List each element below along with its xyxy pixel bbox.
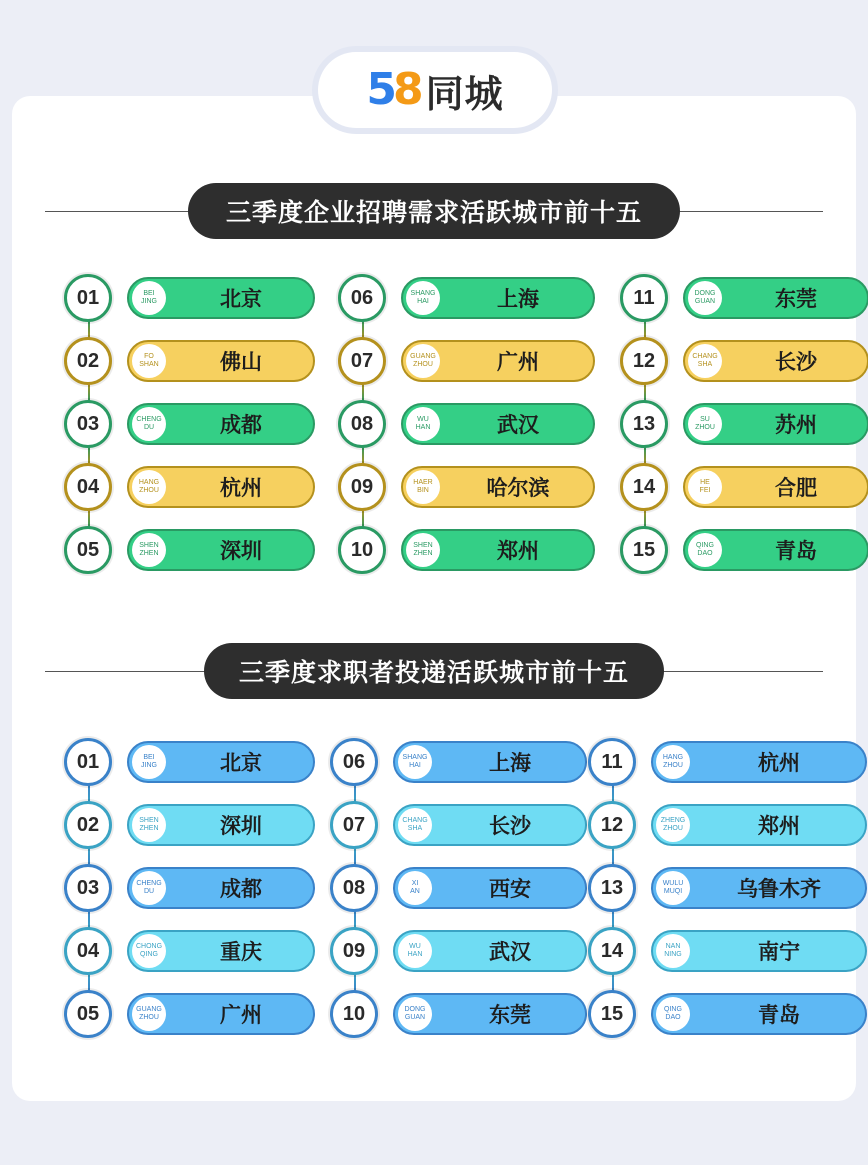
pinyin-text: FO bbox=[144, 353, 154, 360]
ranking-item bbox=[330, 990, 530, 1038]
rank-number: 12 bbox=[632, 349, 656, 372]
pinyin-badge bbox=[132, 871, 166, 905]
pinyin-text: XI bbox=[411, 880, 419, 887]
rank-badge bbox=[620, 526, 668, 574]
pinyin-text: JING bbox=[141, 298, 157, 305]
city-name: 郑州 bbox=[497, 539, 539, 563]
ranking-item bbox=[64, 864, 264, 912]
city-pill bbox=[683, 529, 868, 571]
ranking-item bbox=[588, 990, 800, 1038]
rank-badge bbox=[338, 274, 386, 322]
pinyin-text: HANG bbox=[662, 754, 684, 761]
pinyin-badge bbox=[688, 344, 722, 378]
city-pill bbox=[127, 993, 315, 1035]
rank-badge bbox=[620, 463, 668, 511]
rank-number: 07 bbox=[350, 349, 374, 372]
pinyin-text: QING bbox=[696, 542, 714, 549]
pinyin-text: CHANG bbox=[402, 817, 428, 824]
ranking-item bbox=[338, 463, 550, 511]
rank-number: 10 bbox=[342, 1002, 366, 1025]
city-name: 合肥 bbox=[775, 476, 817, 500]
pinyin-text: SHANG bbox=[402, 754, 428, 761]
pinyin-badge bbox=[656, 808, 690, 842]
rank-number: 11 bbox=[633, 286, 655, 309]
rank-number: 15 bbox=[600, 1002, 624, 1025]
city-name: 乌鲁木齐 bbox=[737, 877, 821, 901]
pinyin-text: ZHOU bbox=[413, 361, 433, 368]
pinyin-text: WULU bbox=[662, 880, 684, 887]
city-name: 长沙 bbox=[775, 350, 817, 374]
city-pill bbox=[127, 403, 315, 445]
ranking-item bbox=[330, 738, 530, 786]
rank-number: 04 bbox=[76, 939, 100, 962]
ranking-item bbox=[588, 801, 800, 849]
pinyin-text: ZHENG bbox=[660, 817, 686, 824]
rank-badge bbox=[338, 337, 386, 385]
rank-number: 02 bbox=[76, 349, 100, 372]
pinyin-text: DAO bbox=[665, 1014, 681, 1021]
city-name: 青岛 bbox=[758, 1003, 800, 1027]
rank-badge bbox=[64, 526, 112, 574]
rank-number: 01 bbox=[76, 750, 100, 773]
pinyin-text: ZHOU bbox=[663, 762, 683, 769]
rank-number: 06 bbox=[342, 750, 366, 773]
rank-badge bbox=[64, 400, 112, 448]
city-name: 广州 bbox=[497, 350, 539, 374]
pinyin-badge bbox=[398, 934, 432, 968]
rank-number: 07 bbox=[342, 813, 366, 836]
pinyin-badge bbox=[688, 281, 722, 315]
pinyin-text: QING bbox=[664, 1006, 682, 1013]
city-pill bbox=[393, 867, 587, 909]
ranking-item bbox=[64, 337, 264, 385]
pinyin-text: BEI bbox=[143, 754, 155, 761]
city-name: 西安 bbox=[489, 877, 531, 901]
pinyin-text: DONG bbox=[404, 1006, 426, 1013]
pinyin-badge bbox=[132, 470, 166, 504]
rank-number: 01 bbox=[76, 286, 100, 309]
city-name: 长沙 bbox=[489, 814, 531, 838]
rank-badge bbox=[64, 463, 112, 511]
pinyin-text: ZHEN bbox=[139, 550, 159, 557]
pinyin-text: HAI bbox=[409, 762, 421, 769]
pinyin-badge bbox=[656, 997, 690, 1031]
pinyin-text: CHANG bbox=[692, 353, 718, 360]
pinyin-text: BEI bbox=[143, 290, 155, 297]
rank-badge bbox=[64, 738, 112, 786]
pinyin-badge bbox=[406, 281, 440, 315]
rank-badge bbox=[64, 274, 112, 322]
rank-number: 14 bbox=[632, 475, 656, 498]
pinyin-text: BIN bbox=[417, 487, 429, 494]
rank-badge bbox=[330, 801, 378, 849]
rank-number: 09 bbox=[350, 475, 374, 498]
ranking-item bbox=[588, 738, 800, 786]
pinyin-text: ZHOU bbox=[695, 424, 715, 431]
pinyin-text: SHEN bbox=[139, 817, 159, 824]
rank-badge bbox=[620, 400, 668, 448]
city-pill bbox=[127, 277, 315, 319]
city-name: 北京 bbox=[220, 287, 262, 311]
pinyin-text: SHAN bbox=[139, 361, 159, 368]
pinyin-text: SHA bbox=[407, 825, 423, 832]
pinyin-text: FEI bbox=[699, 487, 711, 494]
pinyin-text: WU bbox=[417, 416, 429, 423]
pinyin-text: CHONG bbox=[135, 943, 163, 950]
city-pill bbox=[683, 466, 868, 508]
city-pill bbox=[127, 466, 315, 508]
pinyin-text: QING bbox=[140, 951, 158, 958]
ranking-item bbox=[620, 526, 820, 574]
rank-badge bbox=[588, 927, 636, 975]
city-pill bbox=[401, 466, 595, 508]
logo-mark: 58 bbox=[366, 64, 420, 115]
ranking-item bbox=[338, 400, 538, 448]
city-name: 杭州 bbox=[220, 476, 262, 500]
brand-logo bbox=[318, 52, 552, 128]
city-name: 广州 bbox=[220, 1003, 262, 1027]
rank-badge bbox=[588, 864, 636, 912]
pinyin-badge bbox=[132, 344, 166, 378]
rank-badge bbox=[330, 738, 378, 786]
city-name: 成都 bbox=[220, 413, 262, 437]
city-name: 佛山 bbox=[220, 350, 262, 374]
pinyin-text: DONG bbox=[694, 290, 716, 297]
city-pill bbox=[393, 993, 587, 1035]
pinyin-text: GUANG bbox=[410, 353, 436, 360]
rank-badge bbox=[330, 927, 378, 975]
ranking-item bbox=[338, 337, 538, 385]
city-name: 深圳 bbox=[220, 539, 262, 563]
city-pill bbox=[683, 340, 868, 382]
city-name: 武汉 bbox=[497, 413, 539, 437]
rank-number: 06 bbox=[350, 286, 374, 309]
city-name: 杭州 bbox=[758, 751, 800, 775]
rank-badge bbox=[620, 337, 668, 385]
pinyin-text: DU bbox=[143, 888, 155, 895]
pinyin-text: HAN bbox=[415, 424, 431, 431]
rank-number: 05 bbox=[76, 538, 100, 561]
pinyin-text: ZHEN bbox=[139, 825, 159, 832]
pinyin-text: ZHOU bbox=[139, 487, 159, 494]
city-pill bbox=[127, 930, 315, 972]
pinyin-badge bbox=[656, 934, 690, 968]
pinyin-text: SU bbox=[700, 416, 710, 423]
pinyin-badge bbox=[398, 997, 432, 1031]
city-pill bbox=[651, 741, 867, 783]
pinyin-badge bbox=[398, 808, 432, 842]
pinyin-text: JING bbox=[141, 762, 157, 769]
city-pill bbox=[127, 804, 315, 846]
pinyin-badge bbox=[132, 808, 166, 842]
pinyin-text: GUANG bbox=[136, 1006, 162, 1013]
ranking-item bbox=[620, 400, 820, 448]
city-pill bbox=[393, 741, 587, 783]
ranking-item bbox=[588, 927, 800, 975]
ranking-item bbox=[620, 337, 820, 385]
pinyin-badge bbox=[398, 871, 432, 905]
pinyin-text: ZHEN bbox=[413, 550, 433, 557]
pinyin-text: MUQI bbox=[663, 888, 683, 895]
ranking-item bbox=[64, 801, 264, 849]
rank-badge bbox=[338, 400, 386, 448]
rank-number: 13 bbox=[600, 876, 624, 899]
pinyin-badge bbox=[132, 997, 166, 1031]
city-name: 上海 bbox=[497, 287, 539, 311]
rank-number: 03 bbox=[76, 876, 100, 899]
ranking-item bbox=[64, 463, 264, 511]
pinyin-text: SHA bbox=[697, 361, 713, 368]
pinyin-text: HAI bbox=[417, 298, 429, 305]
city-pill bbox=[127, 529, 315, 571]
pinyin-text: HE bbox=[700, 479, 710, 486]
rank-number: 12 bbox=[600, 813, 624, 836]
ranking-item bbox=[338, 274, 538, 322]
pinyin-badge bbox=[398, 745, 432, 779]
ranking-item bbox=[330, 927, 530, 975]
rank-badge bbox=[330, 864, 378, 912]
city-pill bbox=[683, 403, 868, 445]
rank-badge bbox=[64, 990, 112, 1038]
pinyin-text: WU bbox=[409, 943, 421, 950]
city-name: 东莞 bbox=[775, 287, 817, 311]
pinyin-badge bbox=[132, 407, 166, 441]
rank-number: 05 bbox=[76, 1002, 100, 1025]
ranking-item bbox=[338, 526, 538, 574]
rank-badge bbox=[588, 990, 636, 1038]
rank-number: 14 bbox=[600, 939, 624, 962]
rank-number: 08 bbox=[342, 876, 366, 899]
section-header-applicants bbox=[45, 643, 823, 699]
city-name: 深圳 bbox=[220, 814, 262, 838]
ranking-item bbox=[330, 801, 530, 849]
rank-number: 11 bbox=[601, 750, 623, 773]
ranking-item bbox=[64, 990, 264, 1038]
section-title: 三季度求职者投递活跃城市前十五 bbox=[204, 643, 664, 699]
city-name: 成都 bbox=[220, 877, 262, 901]
pinyin-text: GUAN bbox=[404, 1014, 426, 1021]
pinyin-badge bbox=[406, 344, 440, 378]
rank-badge bbox=[338, 526, 386, 574]
pinyin-text: DAO bbox=[697, 550, 713, 557]
pinyin-text: NAN bbox=[665, 943, 681, 950]
logo-name: 同城 bbox=[425, 71, 504, 116]
pinyin-text: SHEN bbox=[413, 542, 433, 549]
rank-badge bbox=[588, 801, 636, 849]
city-pill bbox=[393, 804, 587, 846]
rank-badge bbox=[64, 337, 112, 385]
section-title: 三季度企业招聘需求活跃城市前十五 bbox=[188, 183, 680, 239]
pinyin-badge bbox=[688, 407, 722, 441]
rank-number: 03 bbox=[76, 412, 100, 435]
city-name: 郑州 bbox=[758, 814, 800, 838]
ranking-item bbox=[64, 526, 264, 574]
city-pill bbox=[401, 277, 595, 319]
pinyin-badge bbox=[132, 745, 166, 779]
rank-number: 15 bbox=[632, 538, 656, 561]
pinyin-text: DU bbox=[143, 424, 155, 431]
rank-number: 13 bbox=[632, 412, 656, 435]
pinyin-badge bbox=[656, 871, 690, 905]
pinyin-text: HAER bbox=[413, 479, 433, 486]
city-pill bbox=[401, 340, 595, 382]
city-pill bbox=[401, 529, 595, 571]
rank-number: 10 bbox=[350, 538, 374, 561]
rank-badge bbox=[620, 274, 668, 322]
city-name: 重庆 bbox=[220, 940, 262, 964]
ranking-item bbox=[64, 400, 264, 448]
city-name: 南宁 bbox=[758, 940, 800, 964]
city-name: 哈尔滨 bbox=[486, 476, 550, 500]
section-header-recruitment bbox=[45, 183, 823, 239]
city-name: 上海 bbox=[489, 751, 531, 775]
pinyin-badge bbox=[132, 281, 166, 315]
city-pill bbox=[393, 930, 587, 972]
ranking-item bbox=[588, 864, 821, 912]
pinyin-text: CHENG bbox=[136, 880, 162, 887]
pinyin-text: GUAN bbox=[694, 298, 716, 305]
pinyin-badge bbox=[132, 934, 166, 968]
rank-badge bbox=[64, 927, 112, 975]
rank-number: 09 bbox=[342, 939, 366, 962]
pinyin-badge bbox=[406, 470, 440, 504]
city-pill bbox=[651, 993, 867, 1035]
rank-number: 04 bbox=[76, 475, 100, 498]
rank-badge bbox=[64, 801, 112, 849]
rank-badge bbox=[338, 463, 386, 511]
rank-number: 02 bbox=[76, 813, 100, 836]
city-name: 北京 bbox=[220, 751, 262, 775]
pinyin-badge bbox=[688, 533, 722, 567]
city-name: 东莞 bbox=[489, 1003, 531, 1027]
pinyin-text: HAN bbox=[407, 951, 423, 958]
rank-number: 08 bbox=[350, 412, 374, 435]
rank-badge bbox=[64, 864, 112, 912]
city-pill bbox=[651, 930, 867, 972]
pinyin-text: ZHOU bbox=[139, 1014, 159, 1021]
ranking-item bbox=[620, 463, 820, 511]
city-pill bbox=[651, 804, 867, 846]
city-name: 青岛 bbox=[775, 539, 817, 563]
pinyin-text: SHANG bbox=[410, 290, 436, 297]
pinyin-badge bbox=[656, 745, 690, 779]
pinyin-text: ZHOU bbox=[663, 825, 683, 832]
ranking-item bbox=[64, 738, 264, 786]
rank-badge bbox=[330, 990, 378, 1038]
ranking-item bbox=[64, 927, 264, 975]
pinyin-badge bbox=[406, 533, 440, 567]
pinyin-text: NING bbox=[664, 951, 682, 958]
city-name: 武汉 bbox=[489, 940, 531, 964]
city-pill bbox=[127, 741, 315, 783]
city-name: 苏州 bbox=[775, 413, 817, 437]
pinyin-text: SHEN bbox=[139, 542, 159, 549]
ranking-item bbox=[330, 864, 530, 912]
pinyin-text: CHENG bbox=[136, 416, 162, 423]
city-pill bbox=[401, 403, 595, 445]
ranking-item bbox=[620, 274, 820, 322]
ranking-item bbox=[64, 274, 264, 322]
rank-badge bbox=[588, 738, 636, 786]
pinyin-text: AN bbox=[410, 888, 420, 895]
pinyin-badge bbox=[688, 470, 722, 504]
pinyin-text: HANG bbox=[138, 479, 160, 486]
city-pill bbox=[683, 277, 868, 319]
city-pill bbox=[127, 867, 315, 909]
city-pill bbox=[127, 340, 315, 382]
pinyin-badge bbox=[406, 407, 440, 441]
pinyin-badge bbox=[132, 533, 166, 567]
city-pill bbox=[651, 867, 867, 909]
